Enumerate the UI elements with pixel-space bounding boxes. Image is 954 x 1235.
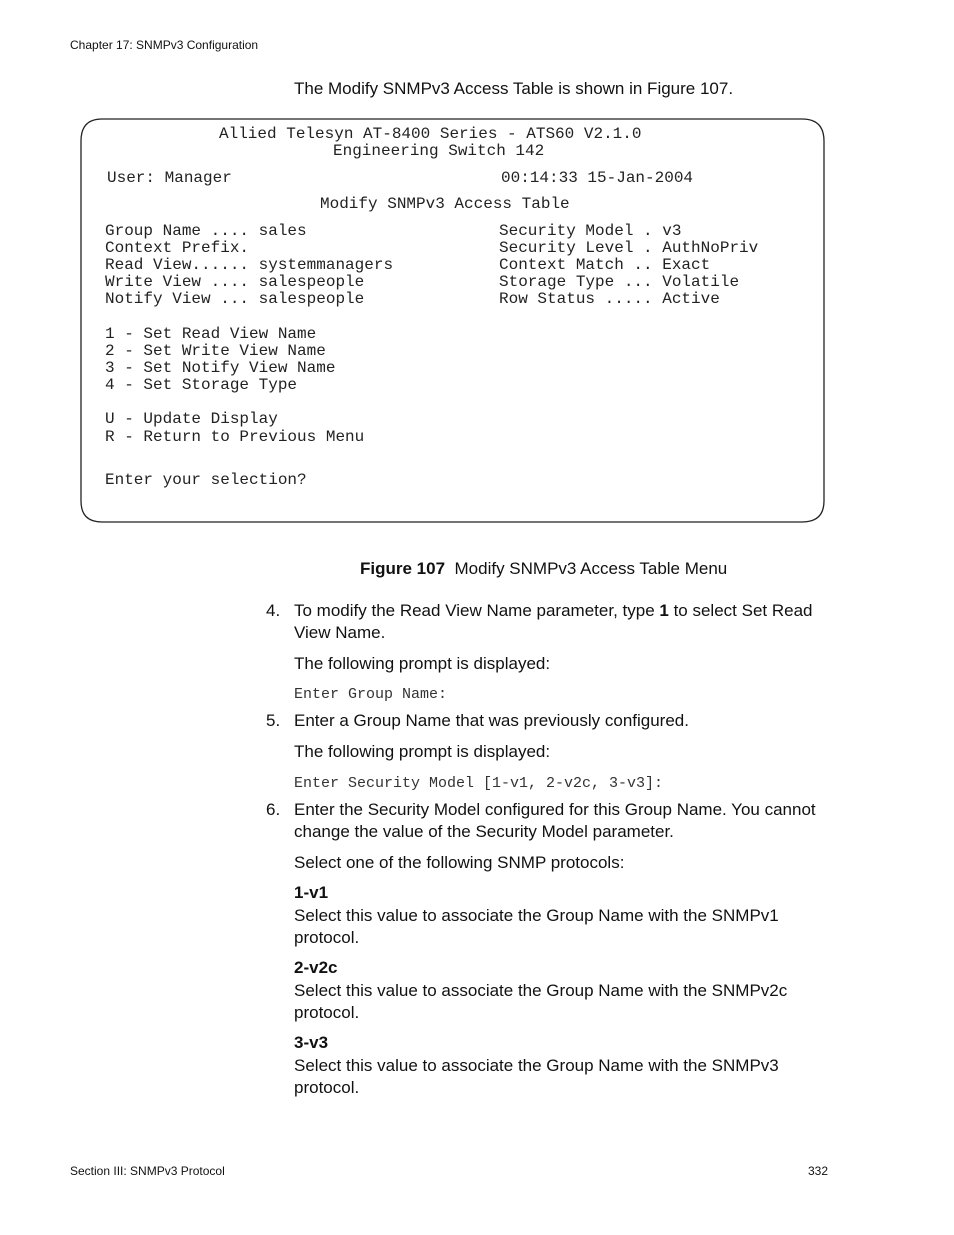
field-write-view: Write View .... salespeople <box>105 273 365 291</box>
field-group-name: Group Name .... sales <box>105 222 307 240</box>
terminal-user: User: Manager <box>107 169 232 187</box>
page-number: 332 <box>808 1164 829 1178</box>
terminal-title-line1: Allied Telesyn AT-8400 Series - ATS60 V2.1.0 <box>219 125 642 143</box>
figure-title: Modify SNMPv3 Access Table Menu <box>454 559 728 578</box>
definition-desc: Select this value to associate the Group Name with the SNMPv1 protocol. <box>294 906 779 947</box>
selection-prompt: Enter your selection? <box>105 471 307 489</box>
intro-text: The Modify SNMPv3 Access Table is shown in Figure 107. <box>294 79 734 98</box>
menu-option-update-display: U - Update Display <box>105 410 278 428</box>
field-row-status: Row Status ..... Active <box>499 290 720 308</box>
field-notify-view: Notify View ... salespeople <box>105 290 365 308</box>
menu-option-return: R - Return to Previous Menu <box>105 428 365 446</box>
definition-desc: Select this value to associate the Group Name with the SNMPv2c protocol. <box>294 981 788 1022</box>
step-number: 5. <box>266 711 281 730</box>
definition-term: 2-v2c <box>294 958 338 977</box>
menu-option-set-storage-type: 4 - Set Storage Type <box>105 376 298 394</box>
figure-label: Figure 107 <box>360 559 446 578</box>
step-number: 4. <box>266 601 281 620</box>
field-security-model: Security Model . v3 <box>499 222 682 240</box>
field-context-prefix: Context Prefix. <box>105 239 250 257</box>
step-text: Enter the Security Model configured for this Group Name. You cannot change the value of the Security Model parameter. <box>294 800 816 841</box>
terminal-title-line2: Engineering Switch 142 <box>333 142 545 160</box>
definition-desc: Select this value to associate the Group Name with the SNMPv3 protocol. <box>294 1056 779 1097</box>
terminal-menu-title: Modify SNMPv3 Access Table <box>320 195 570 213</box>
terminal-screen-figure <box>80 118 825 523</box>
step-text: To modify the Read View Name parameter, type 1 to select Set Read View Name. <box>294 601 813 642</box>
code-prompt: Enter Group Name: <box>294 686 448 703</box>
field-read-view: Read View...... systemmanagers <box>105 256 394 274</box>
step-followup: The following prompt is displayed: <box>294 654 551 673</box>
step-followup: Select one of the following SNMP protocols: <box>294 853 625 872</box>
figure-caption <box>360 559 727 579</box>
menu-option-set-read-view: 1 - Set Read View Name <box>105 325 317 343</box>
definition-term: 1-v1 <box>294 883 329 902</box>
field-security-level: Security Level . AuthNoPriv <box>499 239 759 257</box>
field-context-match: Context Match .. Exact <box>499 256 711 274</box>
definition-term: 3-v3 <box>294 1033 329 1052</box>
menu-option-set-write-view: 2 - Set Write View Name <box>105 342 326 360</box>
code-prompt: Enter Security Model [1-v1, 2-v2c, 3-v3]: <box>294 775 664 792</box>
running-header: Chapter 17: SNMPv3 Configuration <box>70 38 259 52</box>
step-number: 6. <box>266 800 281 819</box>
terminal-datetime: 00:14:33 15-Jan-2004 <box>501 169 694 187</box>
step-text: Enter a Group Name that was previously configured. <box>294 711 689 730</box>
step-followup: The following prompt is displayed: <box>294 742 551 761</box>
field-storage-type: Storage Type ... Volatile <box>499 273 740 291</box>
menu-option-set-notify-view: 3 - Set Notify View Name <box>105 359 336 377</box>
footer-section: Section III: SNMPv3 Protocol <box>70 1164 225 1178</box>
